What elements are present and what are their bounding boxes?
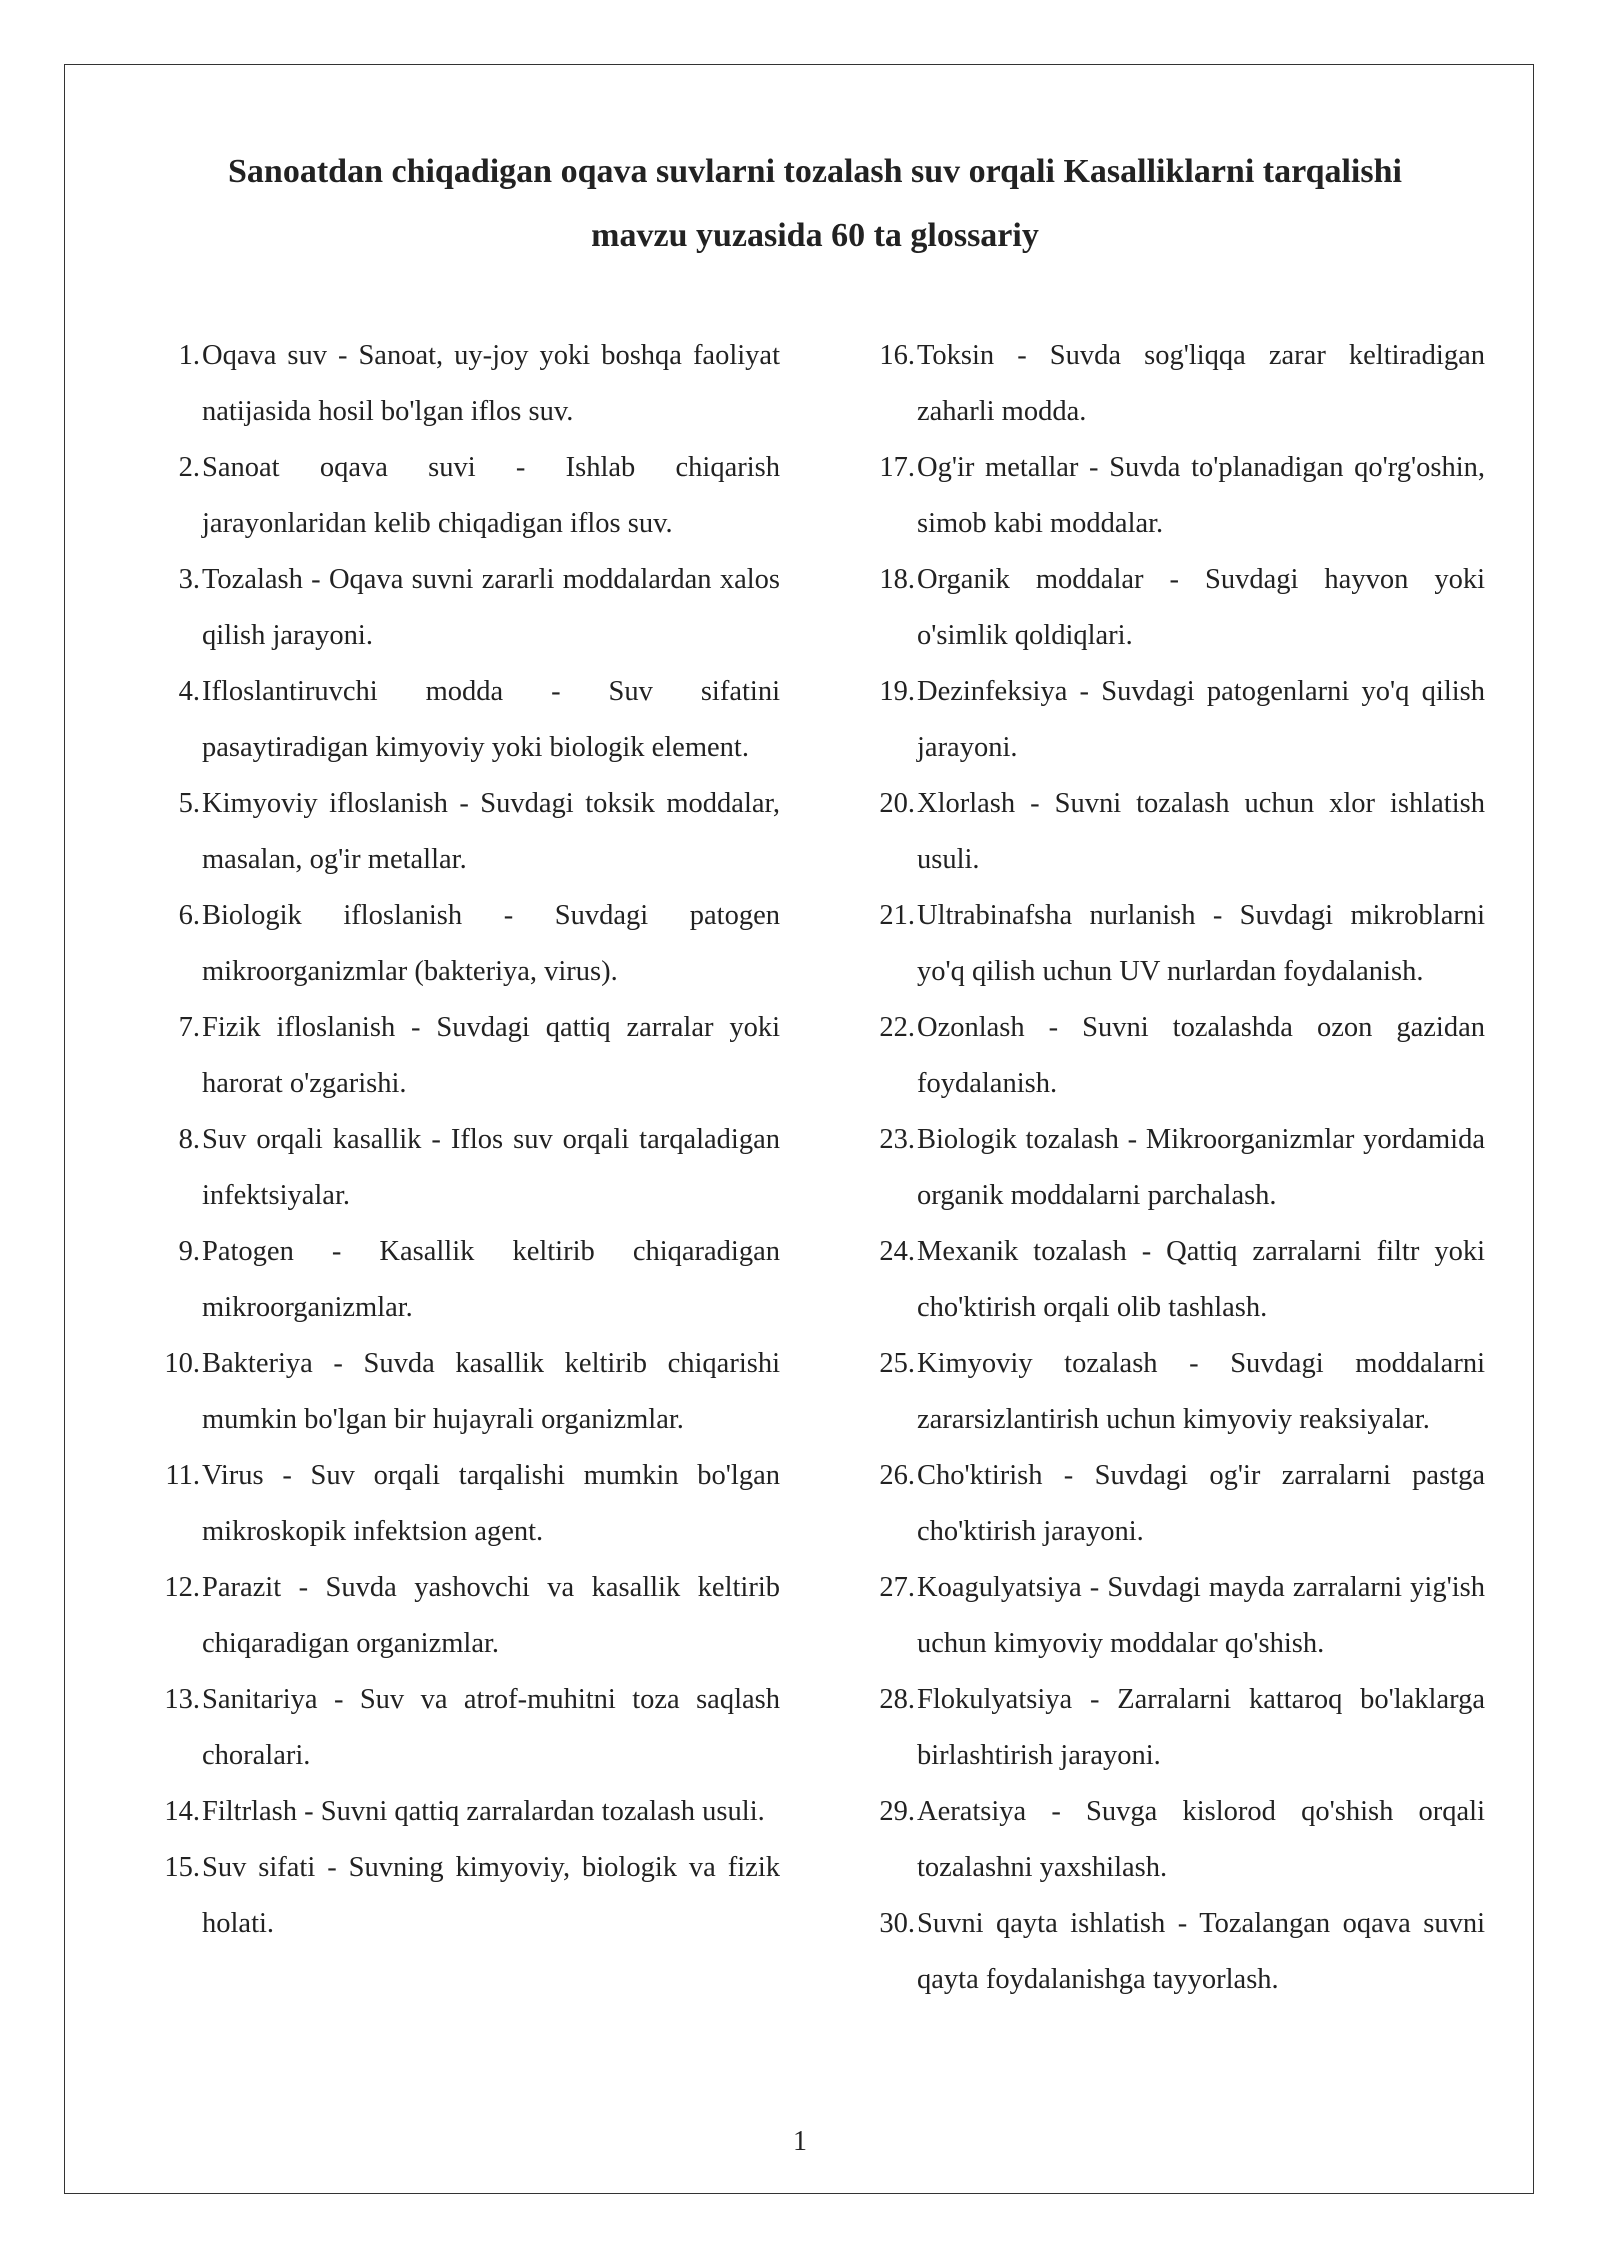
item-text: Ultrabinafsha nurlanish - Suvdagi mikroblarni yo'q qilish uchun UV nurlardan foydalanish. bbox=[917, 900, 1485, 987]
glossary-item bbox=[150, 1224, 780, 1336]
glossary-item bbox=[150, 664, 780, 776]
glossary-item bbox=[150, 1672, 780, 1784]
item-text: Bakteriya - Suvda kasallik keltirib chiqarishi mumkin bo'lgan bir hujayrali organizmlar. bbox=[202, 1348, 780, 1435]
glossary-item bbox=[865, 776, 1485, 888]
item-number: 23. bbox=[879, 1124, 915, 1155]
item-number: 5. bbox=[178, 788, 200, 819]
item-text: Suv sifati - Suvning kimyoviy, biologik va fizik holati. bbox=[202, 1852, 780, 1939]
glossary-item bbox=[865, 1784, 1485, 1896]
item-number: 11. bbox=[165, 1460, 200, 1491]
glossary-item bbox=[865, 440, 1485, 552]
glossary-item bbox=[865, 888, 1485, 1000]
glossary-item bbox=[150, 552, 780, 664]
item-text: Fizik ifloslanish - Suvdagi qattiq zarralar yoki harorat o'zgarishi. bbox=[202, 1012, 780, 1099]
item-text: Xlorlash - Suvni tozalash uchun xlor ishlatish usuli. bbox=[917, 788, 1485, 875]
item-number: 26. bbox=[879, 1460, 915, 1491]
item-number: 21. bbox=[879, 900, 915, 931]
item-number: 22. bbox=[879, 1012, 915, 1043]
item-number: 29. bbox=[879, 1796, 915, 1827]
item-text: Toksin - Suvda sog'liqqa zarar keltiradigan zaharli modda. bbox=[917, 340, 1485, 427]
glossary-item bbox=[150, 1112, 780, 1224]
item-number: 20. bbox=[879, 788, 915, 819]
item-text: Organik moddalar - Suvdagi hayvon yoki o'simlik qoldiqlari. bbox=[917, 564, 1485, 651]
glossary-item bbox=[150, 1000, 780, 1112]
item-text: Kimyoviy ifloslanish - Suvdagi toksik moddalar, masalan, og'ir metallar. bbox=[202, 788, 780, 875]
item-text: Koagulyatsiya - Suvdagi mayda zarralarni yig'ish uchun kimyoviy moddalar qo'shish. bbox=[917, 1572, 1485, 1659]
item-text: Patogen - Kasallik keltirib chiqaradigan mikroorganizmlar. bbox=[202, 1236, 780, 1323]
item-text: Filtrlash - Suvni qattiq zarralardan tozalash usuli. bbox=[202, 1796, 765, 1827]
item-number: 17. bbox=[879, 452, 915, 483]
item-number: 16. bbox=[879, 340, 915, 371]
glossary-item bbox=[150, 1336, 780, 1448]
item-text: Biologik ifloslanish - Suvdagi patogen mikroorganizmlar (bakteriya, virus). bbox=[202, 900, 780, 987]
title-line-2: mavzu yuzasida 60 ta glossariy bbox=[591, 217, 1039, 254]
glossary-item bbox=[865, 1672, 1485, 1784]
item-number: 9. bbox=[178, 1236, 200, 1267]
glossary-item bbox=[150, 776, 780, 888]
item-number: 15. bbox=[164, 1852, 200, 1883]
item-text: Og'ir metallar - Suvda to'planadigan qo'rg'oshin, simob kabi moddalar. bbox=[917, 452, 1485, 539]
glossary-item bbox=[150, 328, 780, 440]
item-text: Kimyoviy tozalash - Suvdagi moddalarni zararsizlantirish uchun kimyoviy reaksiyalar. bbox=[917, 1348, 1485, 1435]
item-number: 1. bbox=[178, 340, 200, 371]
item-number: 14. bbox=[164, 1796, 200, 1827]
item-number: 13. bbox=[164, 1684, 200, 1715]
item-number: 25. bbox=[879, 1348, 915, 1379]
glossary-item bbox=[865, 1000, 1485, 1112]
glossary-column-left bbox=[150, 328, 780, 1952]
glossary-item bbox=[865, 1560, 1485, 1672]
item-text: Cho'ktirish - Suvdagi og'ir zarralarni pastga cho'ktirish jarayoni. bbox=[917, 1460, 1485, 1547]
item-number: 28. bbox=[879, 1684, 915, 1715]
item-text: Biologik tozalash - Mikroorganizmlar yordamida organik moddalarni parchalash. bbox=[917, 1124, 1485, 1211]
item-number: 4. bbox=[178, 676, 200, 707]
glossary-item bbox=[865, 1336, 1485, 1448]
glossary-item bbox=[865, 552, 1485, 664]
item-text: Ozonlash - Suvni tozalashda ozon gazidan foydalanish. bbox=[917, 1012, 1485, 1099]
glossary-item bbox=[865, 1112, 1485, 1224]
title-line-1: Sanoatdan chiqadigan oqava suvlarni tozalash suv orqali Kasalliklarni tarqalishi bbox=[228, 153, 1402, 190]
item-text: Virus - Suv orqali tarqalishi mumkin bo'lgan mikroskopik infektsion agent. bbox=[202, 1460, 780, 1547]
item-number: 2. bbox=[178, 452, 200, 483]
item-text: Suv orqali kasallik - Iflos suv orqali tarqaladigan infektsiyalar. bbox=[202, 1124, 780, 1211]
item-text: Sanoat oqava suvi - Ishlab chiqarish jarayonlaridan kelib chiqadigan iflos suv. bbox=[202, 452, 780, 539]
glossary-item bbox=[150, 888, 780, 1000]
document-title bbox=[100, 140, 1530, 268]
item-text: Tozalash - Oqava suvni zararli moddalardan xalos qilish jarayoni. bbox=[202, 564, 780, 651]
glossary-item bbox=[150, 1448, 780, 1560]
glossary-item bbox=[150, 1840, 780, 1952]
item-text: Parazit - Suvda yashovchi va kasallik keltirib chiqaradigan organizmlar. bbox=[202, 1572, 780, 1659]
item-number: 30. bbox=[879, 1908, 915, 1939]
item-text: Ifloslantiruvchi modda - Suv sifatini pasaytiradigan kimyoviy yoki biologik element. bbox=[202, 676, 780, 763]
glossary-item bbox=[150, 440, 780, 552]
item-number: 12. bbox=[164, 1572, 200, 1603]
item-text: Flokulyatsiya - Zarralarni kattaroq bo'laklarga birlashtirish jarayoni. bbox=[917, 1684, 1485, 1771]
item-number: 8. bbox=[178, 1124, 200, 1155]
item-number: 24. bbox=[879, 1236, 915, 1267]
item-number: 27. bbox=[879, 1572, 915, 1603]
item-text: Oqava suv - Sanoat, uy-joy yoki boshqa faoliyat natijasida hosil bo'lgan iflos suv. bbox=[202, 340, 780, 427]
glossary-item bbox=[865, 1448, 1485, 1560]
item-number: 3. bbox=[178, 564, 200, 595]
item-text: Suvni qayta ishlatish - Tozalangan oqava suvni qayta foydalanishga tayyorlash. bbox=[917, 1908, 1485, 1995]
item-text: Aeratsiya - Suvga kislorod qo'shish orqali tozalashni yaxshilash. bbox=[917, 1796, 1485, 1883]
item-text: Sanitariya - Suv va atrof-muhitni toza saqlash choralari. bbox=[202, 1684, 780, 1771]
item-number: 18. bbox=[879, 564, 915, 595]
glossary-item bbox=[150, 1784, 780, 1840]
glossary-item bbox=[865, 328, 1485, 440]
item-text: Mexanik tozalash - Qattiq zarralarni filtr yoki cho'ktirish orqali olib tashlash. bbox=[917, 1236, 1485, 1323]
glossary-item bbox=[865, 1224, 1485, 1336]
item-number: 10. bbox=[164, 1348, 200, 1379]
item-number: 7. bbox=[178, 1012, 200, 1043]
glossary-column-right bbox=[865, 328, 1485, 2008]
page-number: 1 bbox=[793, 2126, 807, 2157]
glossary-item bbox=[150, 1560, 780, 1672]
glossary-item bbox=[865, 664, 1485, 776]
glossary-item bbox=[865, 1896, 1485, 2008]
item-number: 19. bbox=[879, 676, 915, 707]
item-number: 6. bbox=[178, 900, 200, 931]
item-text: Dezinfeksiya - Suvdagi patogenlarni yo'q qilish jarayoni. bbox=[917, 676, 1485, 763]
